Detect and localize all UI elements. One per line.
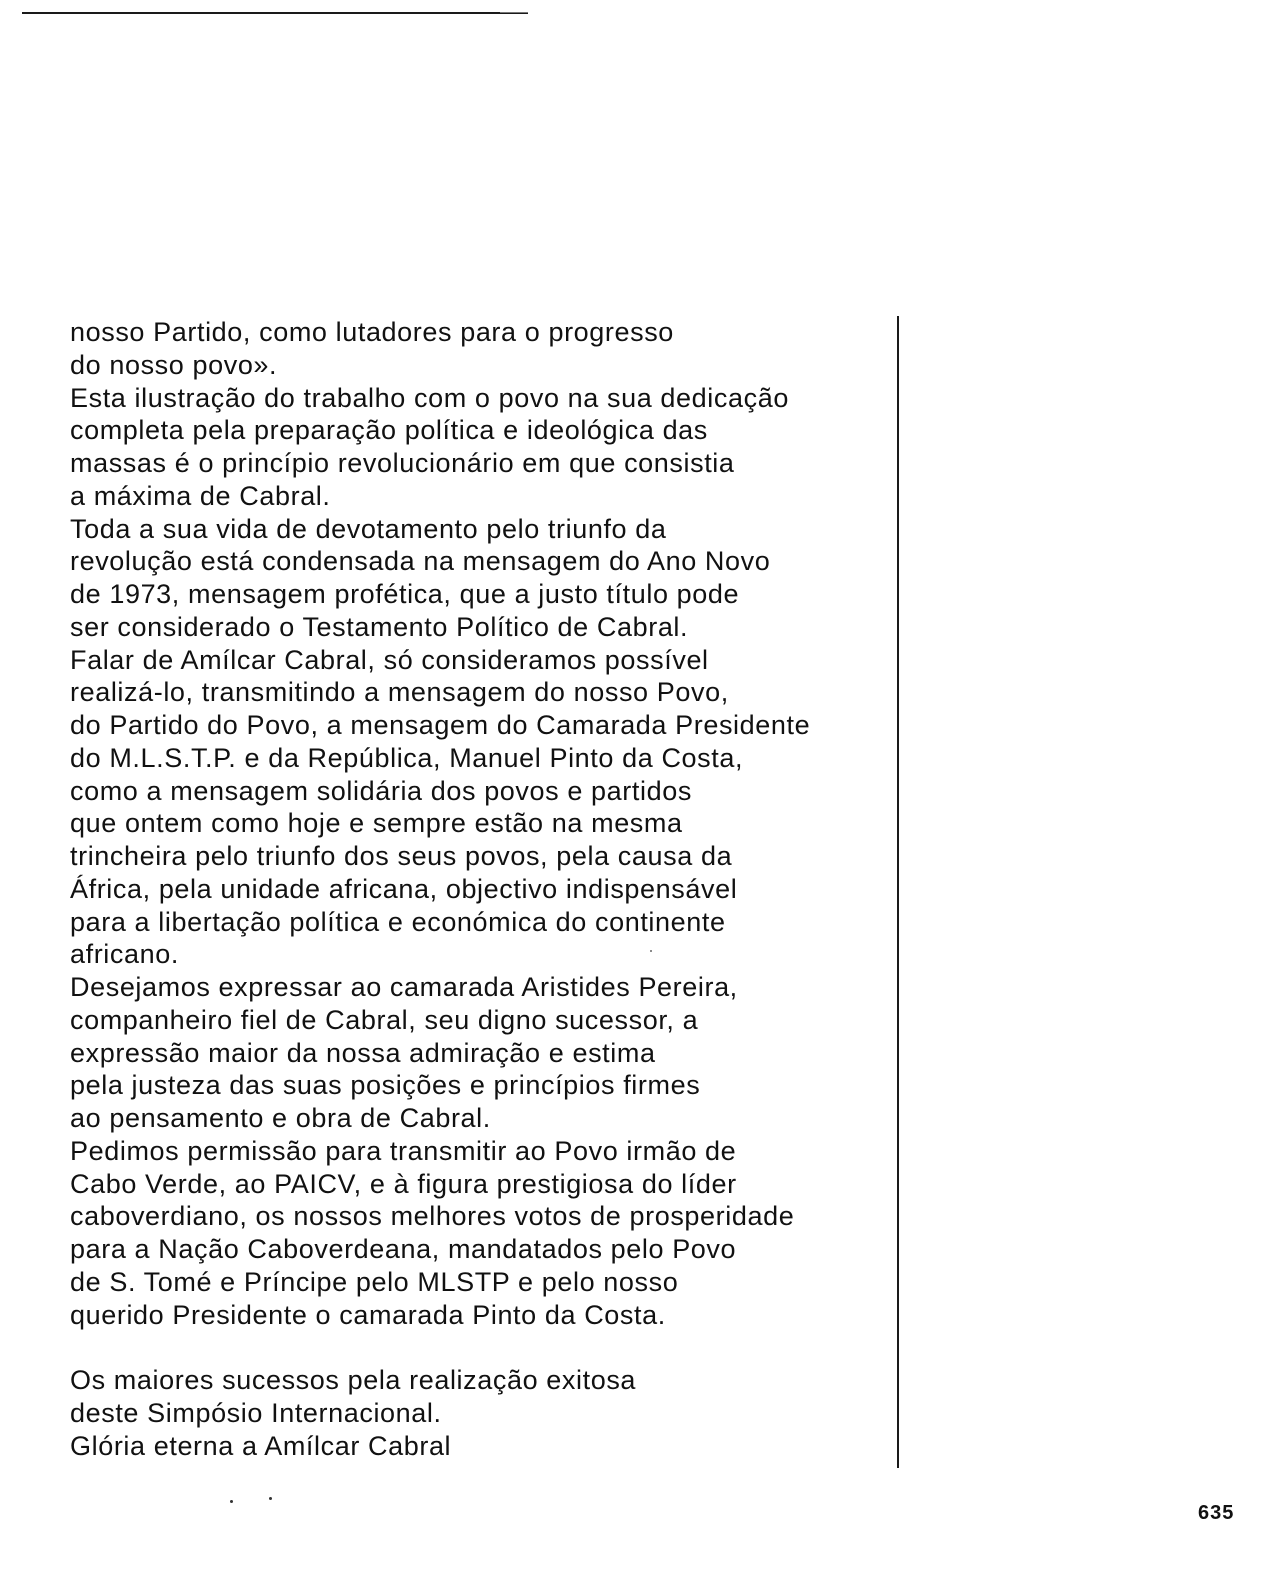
text-line: expressão maior da nossa admiração e estima — [70, 1037, 656, 1068]
text-line: querido Presidente o camarada Pinto da Costa. — [70, 1299, 666, 1330]
text-line: revolução está condensada na mensagem do Ano Novo — [70, 546, 771, 577]
blank-line — [70, 1331, 896, 1364]
text-line: Os maiores sucessos pela realização exitosa — [70, 1365, 637, 1395]
right-margin-rule — [897, 316, 899, 1468]
top-rule — [22, 12, 528, 14]
text-line: do nosso povo». — [70, 349, 278, 380]
text-line: pela justeza das suas posições e princípios firmes — [70, 1070, 701, 1101]
text-line: nosso Partido, como lutadores para o progresso — [70, 317, 674, 347]
scan-speck — [269, 1497, 272, 1500]
text-line: massas é o princípio revolucionário em que consistia — [70, 448, 735, 478]
text-line: trincheira pelo triunfo dos seus povos, pela causa da — [70, 841, 733, 871]
scan-speck — [230, 1500, 233, 1503]
text-line: de S. Tomé e Príncipe pelo MLSTP e pelo nosso — [70, 1266, 679, 1297]
page-number: 635 — [1198, 1502, 1235, 1524]
text-line: de 1973, mensagem profética, que a justo título pode — [70, 579, 740, 609]
text-line: Toda a sua vida de devotamento pelo triunfo da — [70, 513, 667, 544]
text-line: do Partido do Povo, a mensagem do Camarada Presidente — [70, 710, 811, 740]
text-line: Cabo Verde, ao PAICV, e à figura prestigiosa do líder — [70, 1168, 737, 1199]
text-line: Pedimos permissão para transmitir ao Povo irmão de — [70, 1135, 737, 1166]
text-line: para a Nação Caboverdeana, mandatados pelo Povo — [70, 1234, 737, 1264]
scan-speck — [650, 950, 652, 952]
text-line: Glória eterna a Amílcar Cabral — [70, 1430, 452, 1461]
text-line: Esta ilustração do trabalho com o povo na sua dedicação — [70, 382, 789, 413]
text-line: Falar de Amílcar Cabral, só consideramos possível — [70, 644, 709, 675]
text-line: do M.L.S.T.P. e da República, Manuel Pinto da Costa, — [70, 742, 744, 773]
text-line: ao pensamento e obra de Cabral. — [70, 1103, 491, 1133]
text-line: ser considerado o Testamento Político de Cabral. — [70, 611, 689, 642]
text-line: Desejamos expressar ao camarada Aristides Pereira, — [70, 972, 738, 1002]
text-line: como a mensagem solidária dos povos e partidos — [70, 775, 692, 806]
text-line: africano. — [70, 939, 179, 970]
text-line: caboverdiano, os nossos melhores votos de prosperidade — [70, 1201, 795, 1232]
text-line: companheiro fiel de Cabral, seu digno sucessor, a — [70, 1004, 699, 1035]
text-line: completa pela preparação política e ideológica das — [70, 415, 708, 446]
text-line: África, pela unidade africana, objectivo indispensável — [70, 873, 738, 904]
text-line: a máxima de Cabral. — [70, 480, 331, 511]
top-rule-tail — [500, 12, 528, 13]
text-line: para a libertação política e económica do continente — [70, 906, 726, 937]
text-line: deste Simpósio Internacional. — [70, 1397, 442, 1428]
text-line: que ontem como hoje e sempre estão na mesma — [70, 808, 683, 839]
text-line: realizá-lo, transmitindo a mensagem do nosso Povo, — [70, 677, 729, 708]
body-text — [70, 316, 896, 1462]
